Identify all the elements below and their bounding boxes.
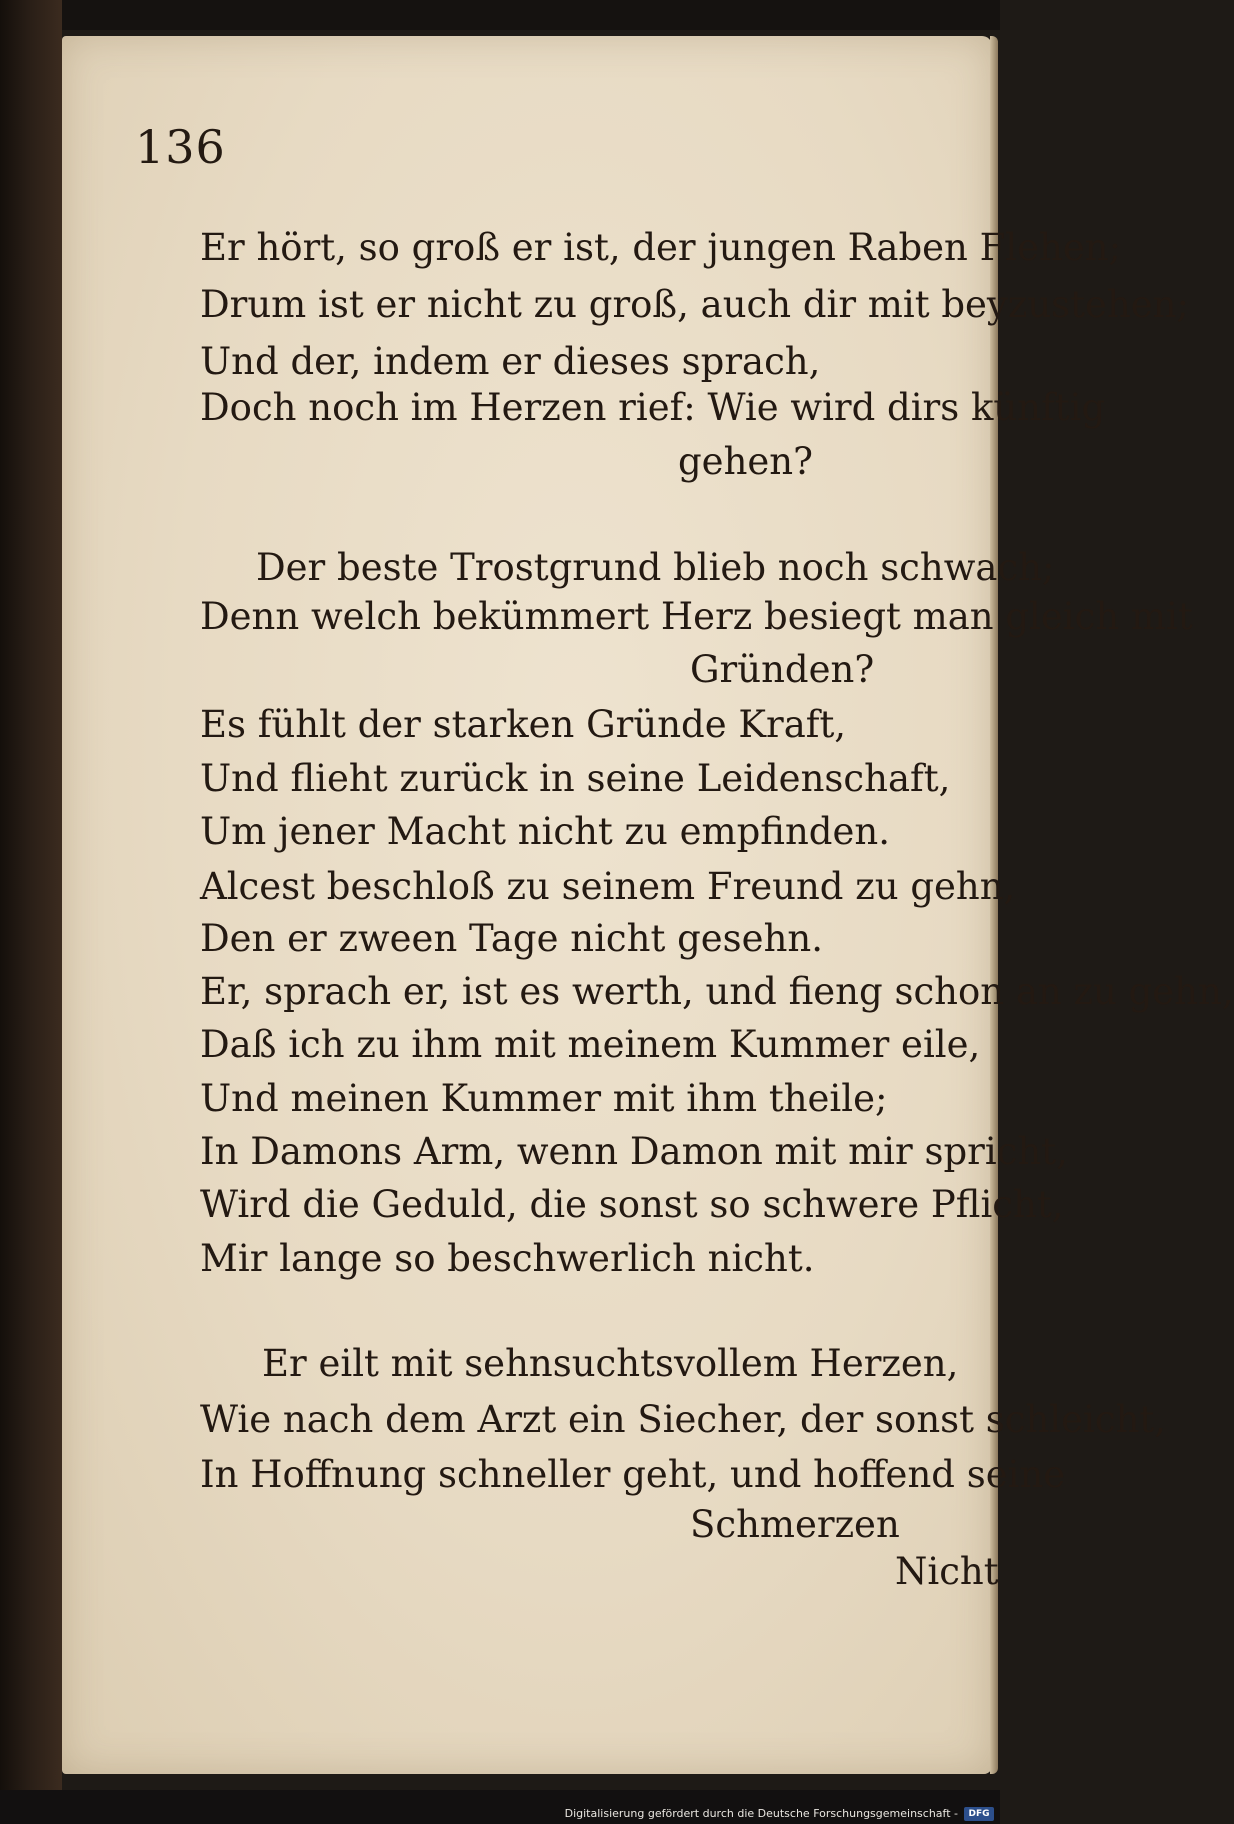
poem-line: Wird die Geduld, die sonst so schwere Pflicht, xyxy=(200,1183,1064,1226)
poem-line: Er, sprach er, ist es werth, und fieng schon an zu gehn, xyxy=(200,970,1234,1013)
poem-line: Es fühlt der starken Gründe Kraft, xyxy=(200,703,847,746)
poem-line: Er eilt mit sehnsuchtsvollem Herzen, xyxy=(262,1342,959,1385)
catchword: Nicht xyxy=(895,1550,999,1593)
digitization-credit: Digitalisierung gefördert durch die Deutsche Forschungsgemeinschaft - xyxy=(564,1807,958,1820)
poem-line-turnover: Gründen? xyxy=(690,648,875,691)
poem-line: Denn welch bekümmert Herz besiegt man gleich mit xyxy=(200,595,1193,638)
poem-line: In Hoffnung schneller geht, und hoffend seine xyxy=(200,1453,1066,1496)
poem-line: Mir lange so beschwerlich nicht. xyxy=(200,1237,815,1280)
dfg-logo: DFG xyxy=(964,1807,994,1821)
poem-line: Alcest beschloß zu seinem Freund zu gehn, xyxy=(200,865,1016,908)
page-number: 136 xyxy=(135,120,226,174)
poem-line-turnover: Schmerzen xyxy=(690,1503,900,1546)
book-binding-edge xyxy=(0,0,62,1790)
poem-line-turnover: gehen? xyxy=(678,440,813,483)
poem-line: Der beste Trostgrund blieb noch schwach; xyxy=(256,546,1055,589)
poem-line: Drum ist er nicht zu groß, auch dir mit beyzustehen; xyxy=(200,283,1189,326)
poem-line: Wie nach dem Arzt ein Siecher, der sonst schleicht, xyxy=(200,1398,1167,1441)
poem-line: Daß ich zu ihm mit meinem Kummer eile, xyxy=(200,1023,981,1066)
poem-line: Und der, indem er dieses sprach, xyxy=(200,340,821,383)
poem-line: Den er zween Tage nicht gesehn. xyxy=(200,917,823,960)
poem-line: Er hört, so groß er ist, der jungen Raben Flehen; xyxy=(200,226,1122,269)
book-top-shadow xyxy=(0,0,1000,30)
poem-line: Um jener Macht nicht zu empfinden. xyxy=(200,810,890,853)
footer-bar xyxy=(0,1790,1000,1824)
poem-line: Und flieht zurück in seine Leidenschaft, xyxy=(200,757,951,800)
poem-line: Und meinen Kummer mit ihm theile; xyxy=(200,1077,888,1120)
poem-line: Doch noch im Herzen rief: Wie wird dirs künftig xyxy=(200,386,1106,429)
poem-line: In Damons Arm, wenn Damon mit mir spricht, xyxy=(200,1130,1068,1173)
